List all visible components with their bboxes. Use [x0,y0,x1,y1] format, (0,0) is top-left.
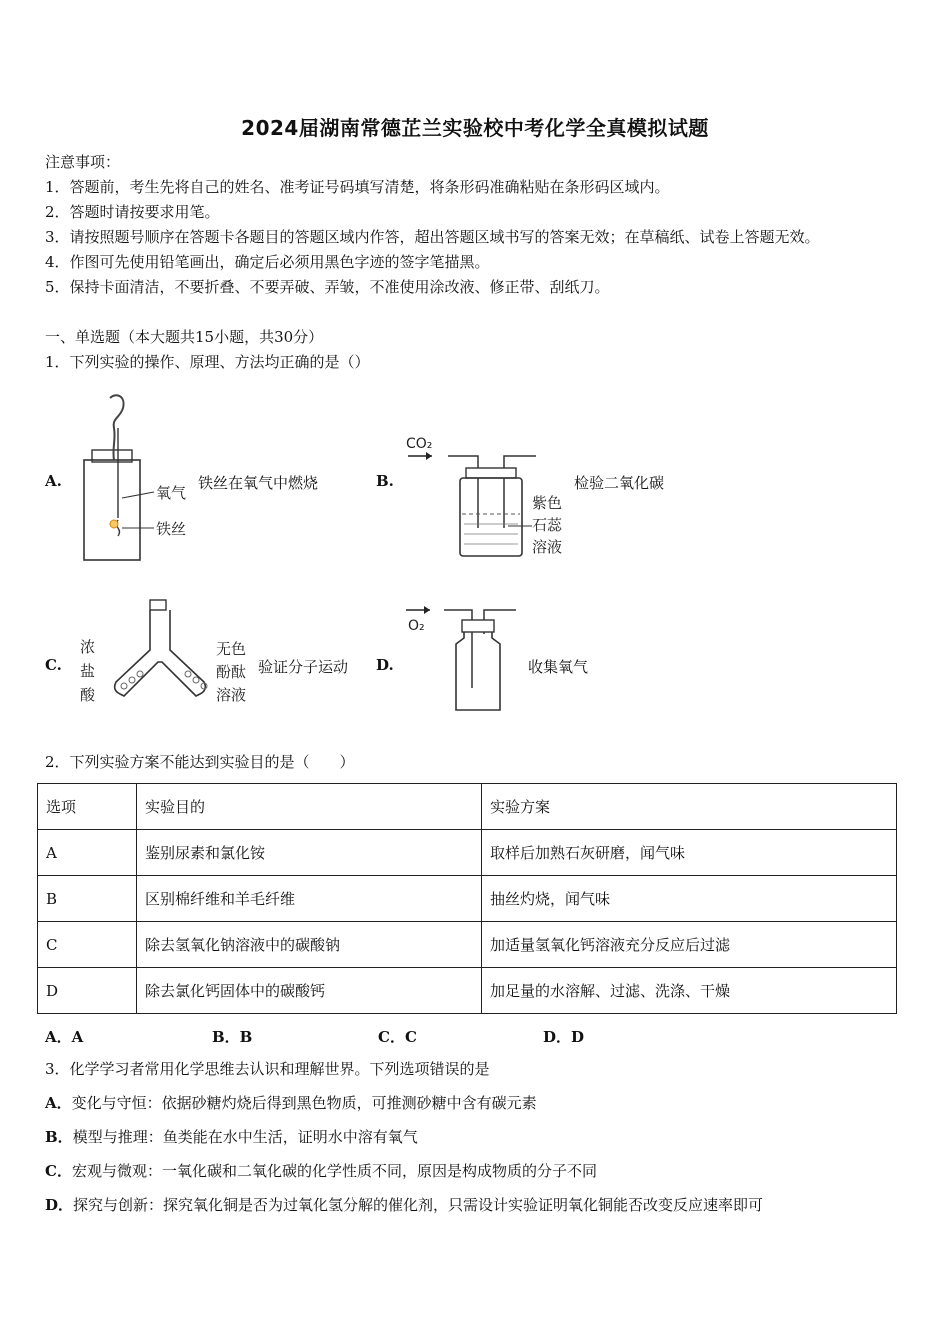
fig-label: 盐 [80,662,96,680]
fig-label: 酸 [80,686,96,704]
answer-option: A．A [45,1028,84,1046]
spark-icon [110,520,118,528]
table-cell: 抽丝灼烧，闻气味 [482,876,897,922]
table-cell: 区别棉纤维和羊毛纤维 [137,876,482,922]
page-title: 2024届湖南常德芷兰实验校中考化学全真模拟试题 [241,116,709,140]
fig-label: 酚酞 [216,663,247,681]
table-header: 实验方案 [482,784,897,830]
fig-label: 浓 [80,638,96,656]
section-heading: 一、单选题（本大题共15小题，共30分） [45,328,324,346]
option-label: D． [45,1196,74,1214]
table-cell: 加适量氢氧化钙溶液充分反应后过滤 [482,922,897,968]
q3-stem: 3．化学学习者常用化学思维去认识和理解世界。下列选项错误的是 [45,1060,490,1078]
q2-stem: 2．下列实验方案不能达到实验目的是（ ） [45,753,355,771]
table-cell: B [38,876,137,922]
fig-label: 氧气 [156,484,187,502]
stopper [150,600,166,610]
co2-test-figure [404,428,574,566]
notice-item: 4．作图可先使用铅笔画出，确定后必须用黑色字迹的签字笔描黑。 [45,253,490,271]
table-cell: 取样后加熟石灰研磨，闻气味 [482,830,897,876]
q1-option-b-desc: 检验二氧化碳 [574,474,665,492]
fig-label: 溶液 [216,686,247,704]
table-cell: C [38,922,137,968]
option-text: 宏观与微观：一氧化碳和二氧化碳的化学性质不同，原因是构成物质的分子不同 [71,1162,597,1180]
fig-label: CO₂ [406,436,433,452]
q1-option-a-desc: 铁丝在氧气中燃烧 [198,474,319,492]
answer-option: B．B [212,1028,253,1046]
option-text: 模型与推理：鱼类能在水中生活，证明水中溶有氧气 [72,1128,418,1146]
table-row [38,968,897,1014]
q3-option [45,1161,597,1181]
table-row [38,922,897,968]
notice-item: 2．答题时请按要求用笔。 [45,203,220,221]
table-cell: 加足量的水溶解、过滤、洗涤、干燥 [482,968,897,1014]
q2-table [37,783,897,1014]
option-text: 探究与创新：探究氧化铜是否为过氧化氢分解的催化剂，只需设计实验证明氧化铜能否改变反应速率即可 [73,1196,764,1214]
fig-label: 无色 [216,640,247,658]
collect-oxygen-figure [404,598,524,714]
notice-heading: 注意事项： [45,153,121,171]
arrow-head [426,452,432,460]
table-row [38,830,897,876]
notice-item: 1．答题前，考生先将自己的姓名、准考证号码填写清楚，将条形码准确粘贴在条形码区域内。 [45,178,670,196]
stopper [466,468,516,478]
arrow-head [424,606,430,614]
q1-option-b-label: B. [376,472,394,490]
y-tube [115,610,206,696]
table-header: 选项 [38,784,137,830]
option-label: B． [45,1128,73,1146]
table-cell: 除去氯化钙固体中的碳酸钙 [137,968,482,1014]
answer-option: D．D [543,1028,585,1046]
table-header: 实验目的 [137,784,482,830]
q1-stem: 1．下列实验的操作、原理、方法均正确的是（） [45,353,370,371]
q3-option [45,1195,763,1215]
table-cell: 鉴别尿素和氯化铵 [137,830,482,876]
fig-label: 紫色 [532,494,563,512]
fig-label: 石蕊 [532,516,563,534]
molecule-motion-figure [76,596,260,710]
gas-bottle [84,460,140,560]
table-cell: A [38,830,137,876]
gas-bottle [456,632,500,710]
option-label: C． [45,1162,72,1180]
fig-label: 溶液 [532,538,563,556]
notice-item: 5．保持卡面清洁，不要折叠、不要弄破、弄皱，不准使用涂改液、修正带、刮纸刀。 [45,278,610,296]
q1-option-c-desc: 验证分子运动 [258,658,349,676]
table-header-row [38,784,897,830]
table-cell: D [38,968,137,1014]
q1-option-a-label: A. [45,472,62,490]
pointer-line [122,492,154,498]
q1-option-c-label: C. [45,656,62,674]
q1-option-d-desc: 收集氧气 [528,658,589,676]
table-row [38,876,897,922]
stopper [462,620,494,632]
liquid-hatch [464,524,518,544]
q3-option [45,1093,537,1113]
table-cell: 除去氢氧化钠溶液中的碳酸钠 [137,922,482,968]
answer-option: C．C [378,1028,417,1046]
iron-wire [117,428,120,536]
option-label: A． [45,1094,72,1112]
q3-option [45,1127,418,1147]
fig-label: O₂ [408,618,425,634]
inlet-tube [448,456,478,528]
notice-item: 3．请按照题号顺序在答题卡各题目的答题区域内作答，超出答题区域书写的答案无效；在草稿纸、试卷上答题无效。 [45,228,820,246]
fig-label: 铁丝 [156,520,187,538]
q1-option-d-label: D. [376,656,394,674]
option-text: 变化与守恒：依据砂糖灼烧后得到黑色物质，可推测砂糖中含有碳元素 [71,1094,537,1112]
iron-wire-burning-figure [78,388,200,566]
